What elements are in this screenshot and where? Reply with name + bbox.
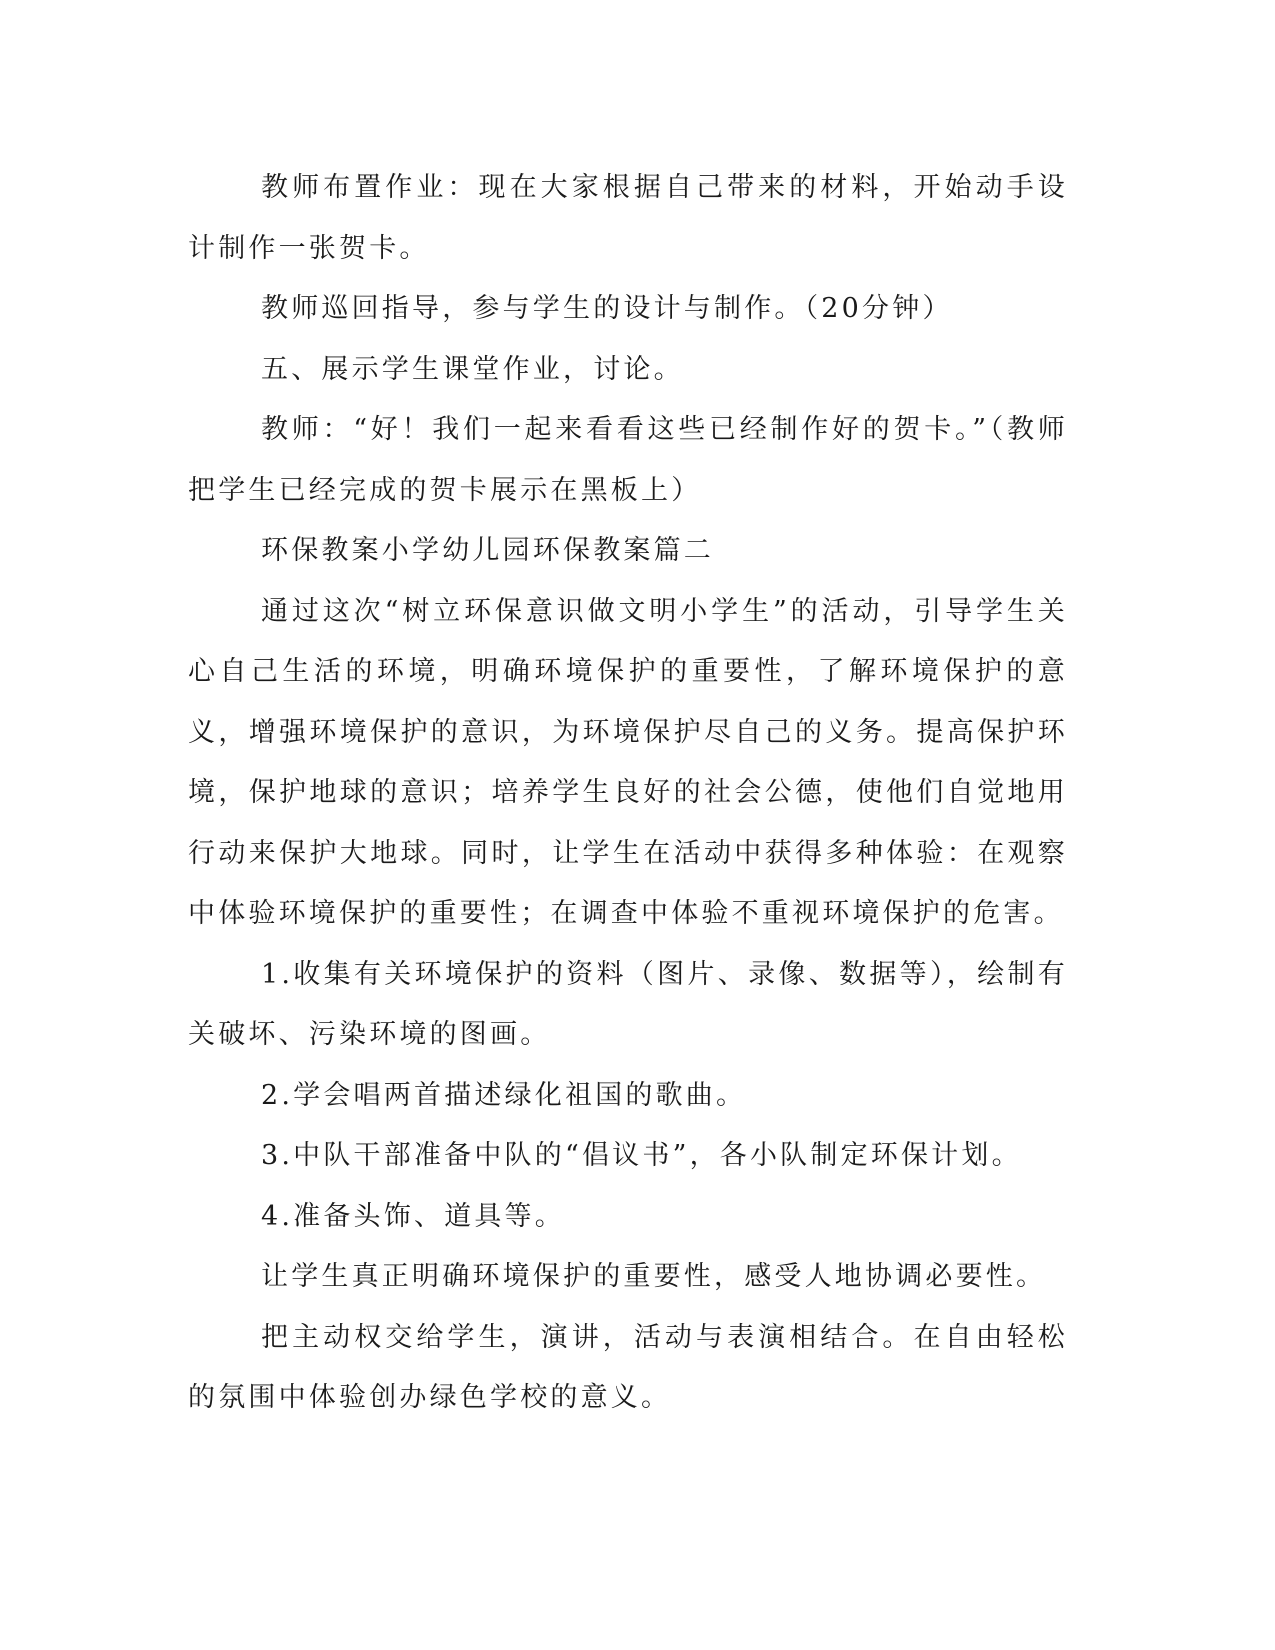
paragraph-prep-item-3: 3.中队干部准备中队的“倡议书”，各小队制定环保计划。 bbox=[261, 1140, 1022, 1171]
document-page bbox=[188, 158, 1068, 1429]
paragraph-teaching-method: 把主动权交给学生，演讲，活动与表演相结合。在自由轻松的氛围中体验创办绿色学校的意义。 bbox=[188, 1321, 1068, 1413]
paragraph-section-five-heading: 五、展示学生课堂作业，讨论。 bbox=[261, 353, 684, 385]
paragraph-activity-goals: 通过这次“树立环保意识做文明小学生”的活动，引导学生关心自己生活的环境，明确环境保护的重要性，了解环境保护的意义，增强环境保护的意识，为环境保护尽自己的义务。提高保护环境，保护地球的意识；培养学生良好的社会公德，使他们自觉地用行动来保护大地球。同时，让学生在活动中获得多种体验：在观察中体验环境保护的重要性；在调查中体验不重视环境保护的危害。 bbox=[188, 595, 1068, 929]
paragraph-prep-item-1: 1.收集有关环境保护的资料（图片、录像、数据等），绘制有关破坏、污染环境的图画。 bbox=[188, 958, 1068, 1050]
paragraph-prep-item-2: 2.学会唱两首描述绿化祖国的歌曲。 bbox=[261, 1079, 747, 1111]
paragraph-teacher-guidance: 教师巡回指导，参与学生的设计与制作。（20分钟） bbox=[261, 293, 953, 324]
paragraph-teacher-display: 教师：“好！我们一起来看看这些已经制作好的贺卡。”（教师把学生已经完成的贺卡展示在黑板上） bbox=[188, 414, 1068, 506]
paragraph-prep-item-4: 4.准备头饰、道具等。 bbox=[261, 1200, 565, 1232]
paragraph-homework-assignment: 教师布置作业：现在大家根据自己带来的材料，开始动手设计制作一张贺卡。 bbox=[188, 172, 1068, 264]
paragraph-key-point: 让学生真正明确环境保护的重要性，感受人地协调必要性。 bbox=[261, 1261, 1047, 1292]
paragraph-lesson-plan-title: 环保教案小学幼儿园环保教案篇二 bbox=[261, 535, 714, 566]
